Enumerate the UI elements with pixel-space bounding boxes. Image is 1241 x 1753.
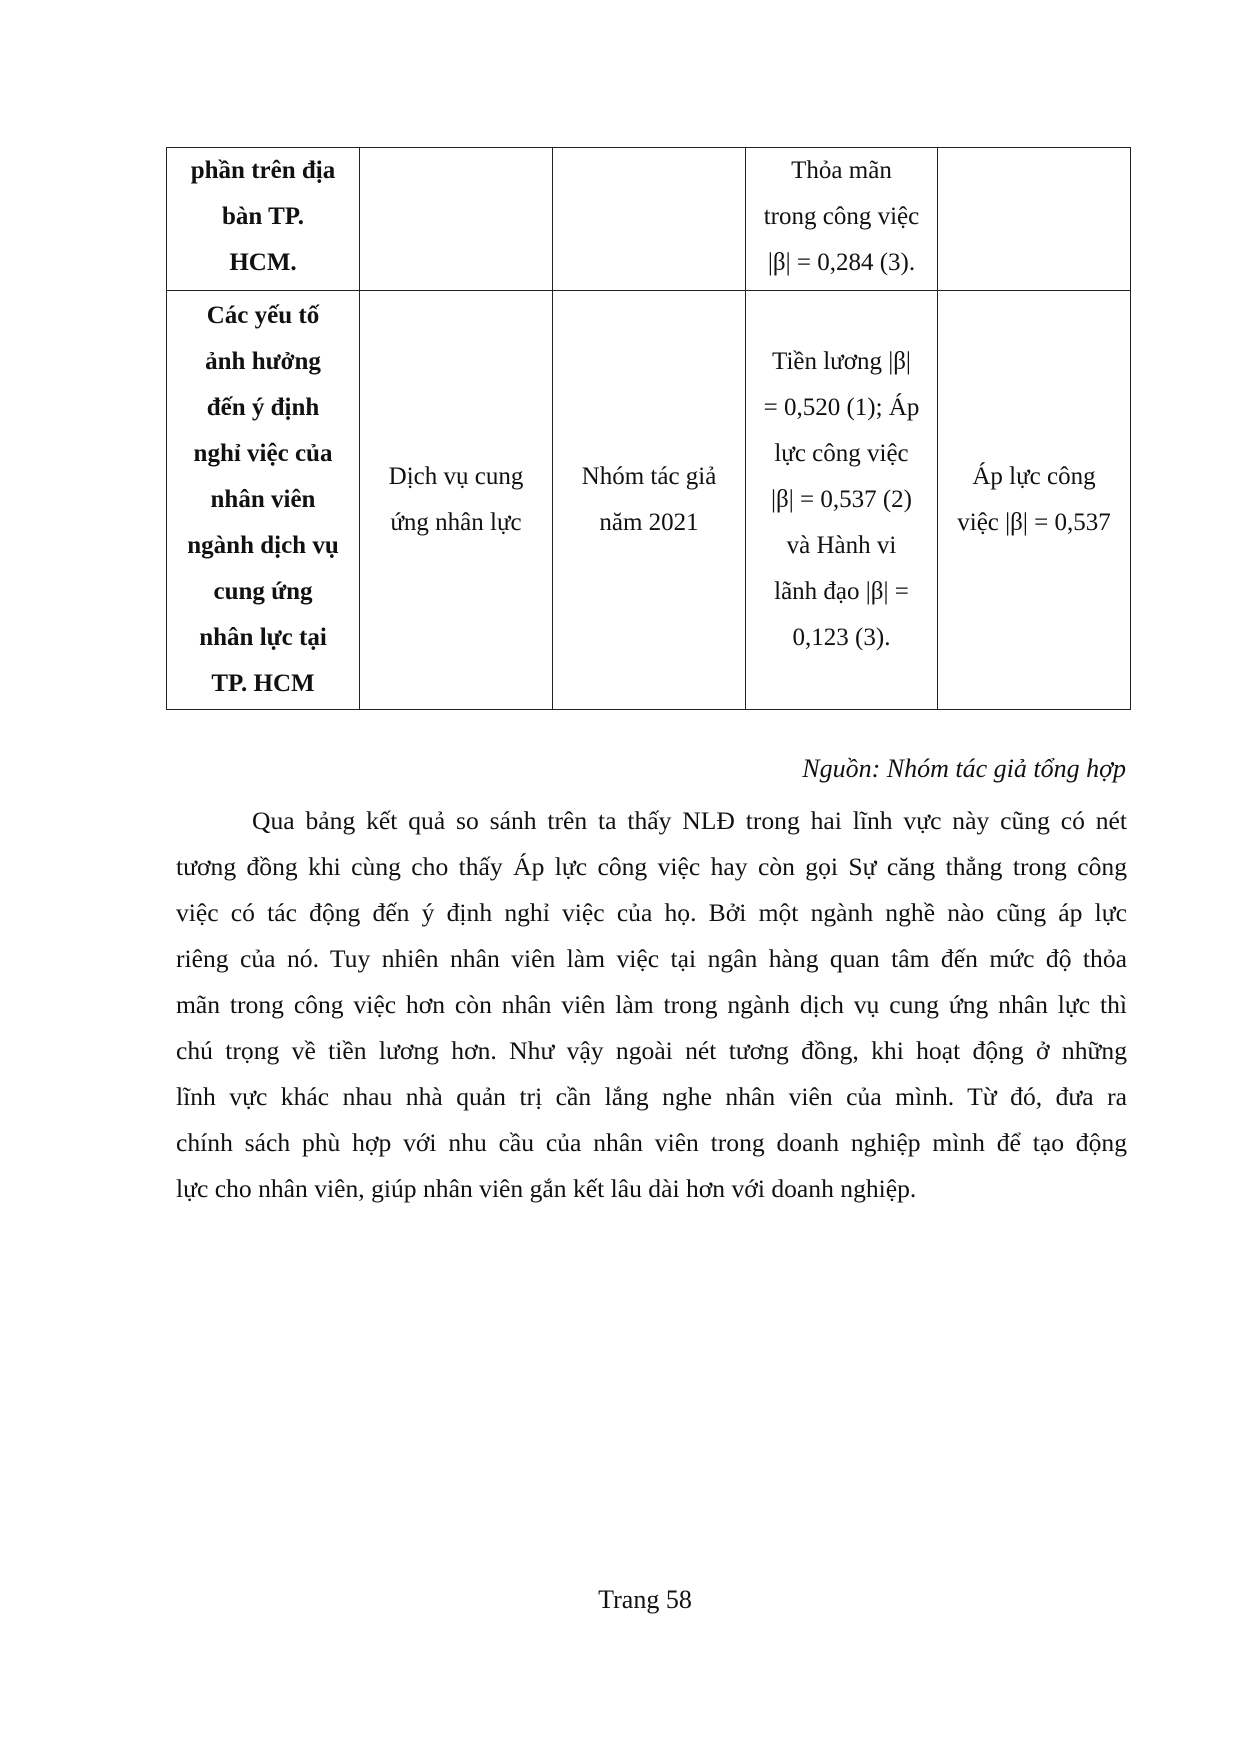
cell-line: nhân viên <box>210 486 316 513</box>
cell-line: nghỉ việc của <box>193 440 333 467</box>
field-cell <box>360 148 553 291</box>
cell-line: TP. HCM <box>211 670 315 697</box>
cell-line: lãnh đạo |β| = <box>774 578 909 605</box>
author-cell <box>553 291 746 710</box>
paragraph-line: lực cho nhân viên, giúp nhân viên gắn kết lâu dài hơn với doanh nghiệp. <box>176 1174 917 1203</box>
body-paragraph <box>176 798 1127 1212</box>
conclusion-cell <box>938 148 1131 291</box>
conclusion-cell <box>938 291 1131 710</box>
field-cell <box>360 291 553 710</box>
paragraph-line: Qua bảng kết quả so sánh trên ta thấy NLĐ trong hai lĩnh vực này cũng có nét <box>252 806 1127 835</box>
paragraph-line: mãn trong công việc hơn còn nhân viên làm trong ngành dịch vụ cung ứng nhân lực thì <box>176 990 1127 1019</box>
cell-line: Nhóm tác giả <box>581 463 717 490</box>
source-note: Nguồn: Nhóm tác giả tổng hợp <box>802 754 1126 783</box>
page-number: Trang 58 <box>598 1585 692 1614</box>
paragraph-line: lĩnh vực khác nhau nhà quản trị cần lắng nghe nhân viên của mình. Từ đó, đưa ra <box>176 1082 1127 1111</box>
table-row <box>167 291 1131 710</box>
cell-line: Tiền lương |β| <box>772 348 911 375</box>
cell-line: Áp lực công <box>972 463 1096 490</box>
cell-line: cung ứng <box>213 578 313 605</box>
cell-line: trong công việc <box>763 203 920 230</box>
cell-line: ngành dịch vụ <box>187 532 339 559</box>
cell-line: ảnh hưởng <box>205 348 321 375</box>
study-title-cell <box>167 291 360 710</box>
cell-line: Dịch vụ cung <box>388 463 524 490</box>
cell-line: lực công việc <box>774 440 909 467</box>
cell-line: |β| = 0,537 (2) <box>771 486 912 513</box>
cell-line: 0,123 (3). <box>792 624 891 651</box>
table-row <box>167 148 1131 291</box>
cell-line: bàn TP. <box>221 203 304 230</box>
results-cell <box>746 148 938 291</box>
cell-line: và Hành vi <box>786 532 897 559</box>
cell-line: đến ý định <box>206 394 320 421</box>
cell-line: nhân lực tại <box>199 624 327 651</box>
paragraph-line: chính sách phù hợp với nhu cầu của nhân viên trong doanh nghiệp mình để tạo động <box>176 1128 1127 1157</box>
comparison-table-container <box>166 147 1130 710</box>
study-title-cell <box>167 148 360 291</box>
paragraph-line: riêng của nó. Tuy nhiên nhân viên làm việc tại ngân hàng quan tâm đến mức độ thỏa <box>176 944 1127 973</box>
cell-line: năm 2021 <box>599 509 699 536</box>
paragraph-line: chú trọng về tiền lương hơn. Như vậy ngoài nét tương đồng, khi hoạt động ở những <box>176 1036 1127 1065</box>
cell-line: Thỏa mãn <box>791 157 892 184</box>
author-cell <box>553 148 746 291</box>
cell-line: HCM. <box>229 249 297 276</box>
cell-line: việc |β| = 0,537 <box>957 509 1111 536</box>
comparison-table <box>166 147 1131 710</box>
paragraph-line: việc có tác động đến ý định nghỉ việc của họ. Bởi một ngành nghề nào cũng áp lực <box>176 898 1127 927</box>
cell-line: = 0,520 (1); Áp <box>763 394 920 421</box>
cell-line: phần trên địa <box>190 157 336 184</box>
paragraph-line: tương đồng khi cùng cho thấy Áp lực công việc hay còn gọi Sự căng thẳng trong công <box>176 852 1127 881</box>
cell-line: Các yếu tố <box>206 302 320 329</box>
cell-line: |β| = 0,284 (3). <box>767 249 916 276</box>
cell-line: ứng nhân lực <box>390 509 522 536</box>
results-cell <box>746 291 938 710</box>
